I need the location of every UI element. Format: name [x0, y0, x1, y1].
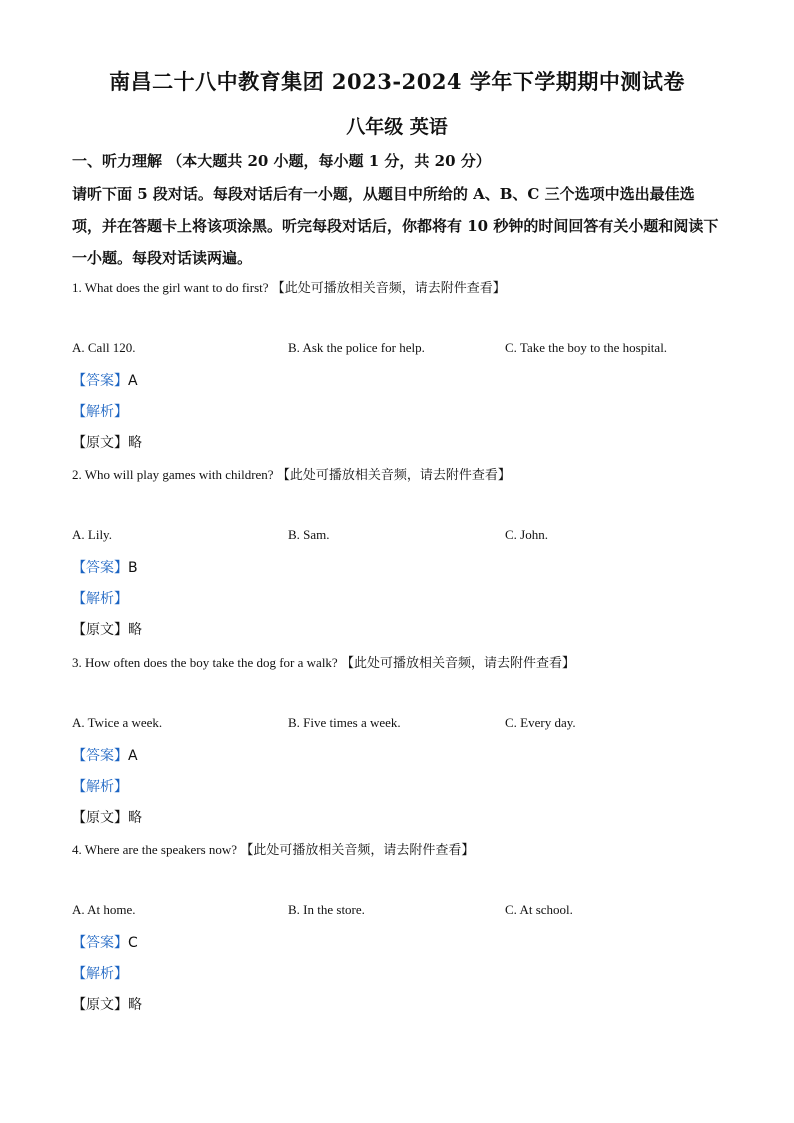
- answer-value: A: [128, 373, 138, 389]
- original-line: [72, 807, 142, 827]
- original-line: [72, 619, 142, 639]
- answer-value: A: [128, 748, 138, 764]
- option-b: B. Five times a week.: [288, 715, 401, 730]
- answer-line: [72, 745, 138, 765]
- option-a: A. Twice a week.: [72, 715, 163, 730]
- answer-tag: 【答案】: [72, 748, 128, 764]
- option-c: C. Every day.: [505, 715, 576, 730]
- answer-value: B: [128, 560, 138, 576]
- analysis-tag: 【解析】: [72, 779, 128, 795]
- question-stem: 2. Who will play games with children? 【此处可播放相关音频，请去附件查看】: [72, 467, 511, 483]
- answer-line: [72, 557, 138, 577]
- original-tag: 【原文】: [72, 622, 128, 638]
- original-text: 略: [128, 622, 142, 638]
- section-instructions: 请听下面 5 段对话。每段对话后有一小题，从题目中所给的 A、B、C 三个选项中选出最佳选项，并在答题卡上将该项涂黑。听完每段对话后，你都将有 10 秒钟的时间回答有关小题和阅读下一小题。每段对话读两遍。: [72, 185, 719, 267]
- question-stem: 3. How often does the boy take the dog for a walk? 【此处可播放相关音频，请去附件查看】: [72, 655, 575, 671]
- answer-tag: 【答案】: [72, 560, 128, 576]
- original-line: [72, 994, 142, 1014]
- section-heading: 一、听力理解 （本大题共 20 小题，每小题 1 分，共 20 分）: [72, 152, 491, 170]
- question-stem: 1. What does the girl want to do first? 【此处可播放相关音频，请去附件查看】: [72, 280, 506, 296]
- audio-note: 【此处可播放相关音频，请去附件查看】: [276, 468, 511, 483]
- audio-note: 【此处可播放相关音频，请去附件查看】: [271, 281, 506, 296]
- answer-line: [72, 932, 138, 952]
- option-b: B. In the store.: [288, 902, 365, 917]
- answer-value: C: [128, 935, 138, 951]
- original-tag: 【原文】: [72, 810, 128, 826]
- original-line: [72, 432, 142, 452]
- analysis-tag: 【解析】: [72, 404, 128, 420]
- option-a: A. At home.: [72, 902, 136, 917]
- option-c: C. At school.: [505, 902, 573, 917]
- page-title: 南昌二十八中教育集团 2023-2024 学年下学期期中测试卷: [109, 69, 685, 94]
- original-tag: 【原文】: [72, 997, 128, 1013]
- audio-note: 【此处可播放相关音频，请去附件查看】: [240, 843, 475, 858]
- option-a: A. Lily.: [72, 527, 112, 542]
- option-a: A. Call 120.: [72, 340, 136, 355]
- analysis-line: [72, 963, 128, 983]
- option-b: B. Sam.: [288, 527, 330, 542]
- question-stem: 4. Where are the speakers now? 【此处可播放相关音频，请去附件查看】: [72, 842, 475, 858]
- analysis-tag: 【解析】: [72, 591, 128, 607]
- answer-tag: 【答案】: [72, 373, 128, 389]
- page-subtitle: 八年级 英语: [346, 116, 448, 138]
- option-c: C. John.: [505, 527, 548, 542]
- analysis-tag: 【解析】: [72, 966, 128, 982]
- original-text: 略: [128, 997, 142, 1013]
- original-text: 略: [128, 810, 142, 826]
- audio-note: 【此处可播放相关音频，请去附件查看】: [340, 656, 575, 671]
- original-tag: 【原文】: [72, 435, 128, 451]
- analysis-line: [72, 588, 128, 608]
- option-b: B. Ask the police for help.: [288, 340, 425, 355]
- original-text: 略: [128, 435, 142, 451]
- option-c: C. Take the boy to the hospital.: [505, 340, 668, 355]
- answer-line: [72, 370, 138, 390]
- analysis-line: [72, 401, 128, 421]
- analysis-line: [72, 776, 128, 796]
- answer-tag: 【答案】: [72, 935, 128, 951]
